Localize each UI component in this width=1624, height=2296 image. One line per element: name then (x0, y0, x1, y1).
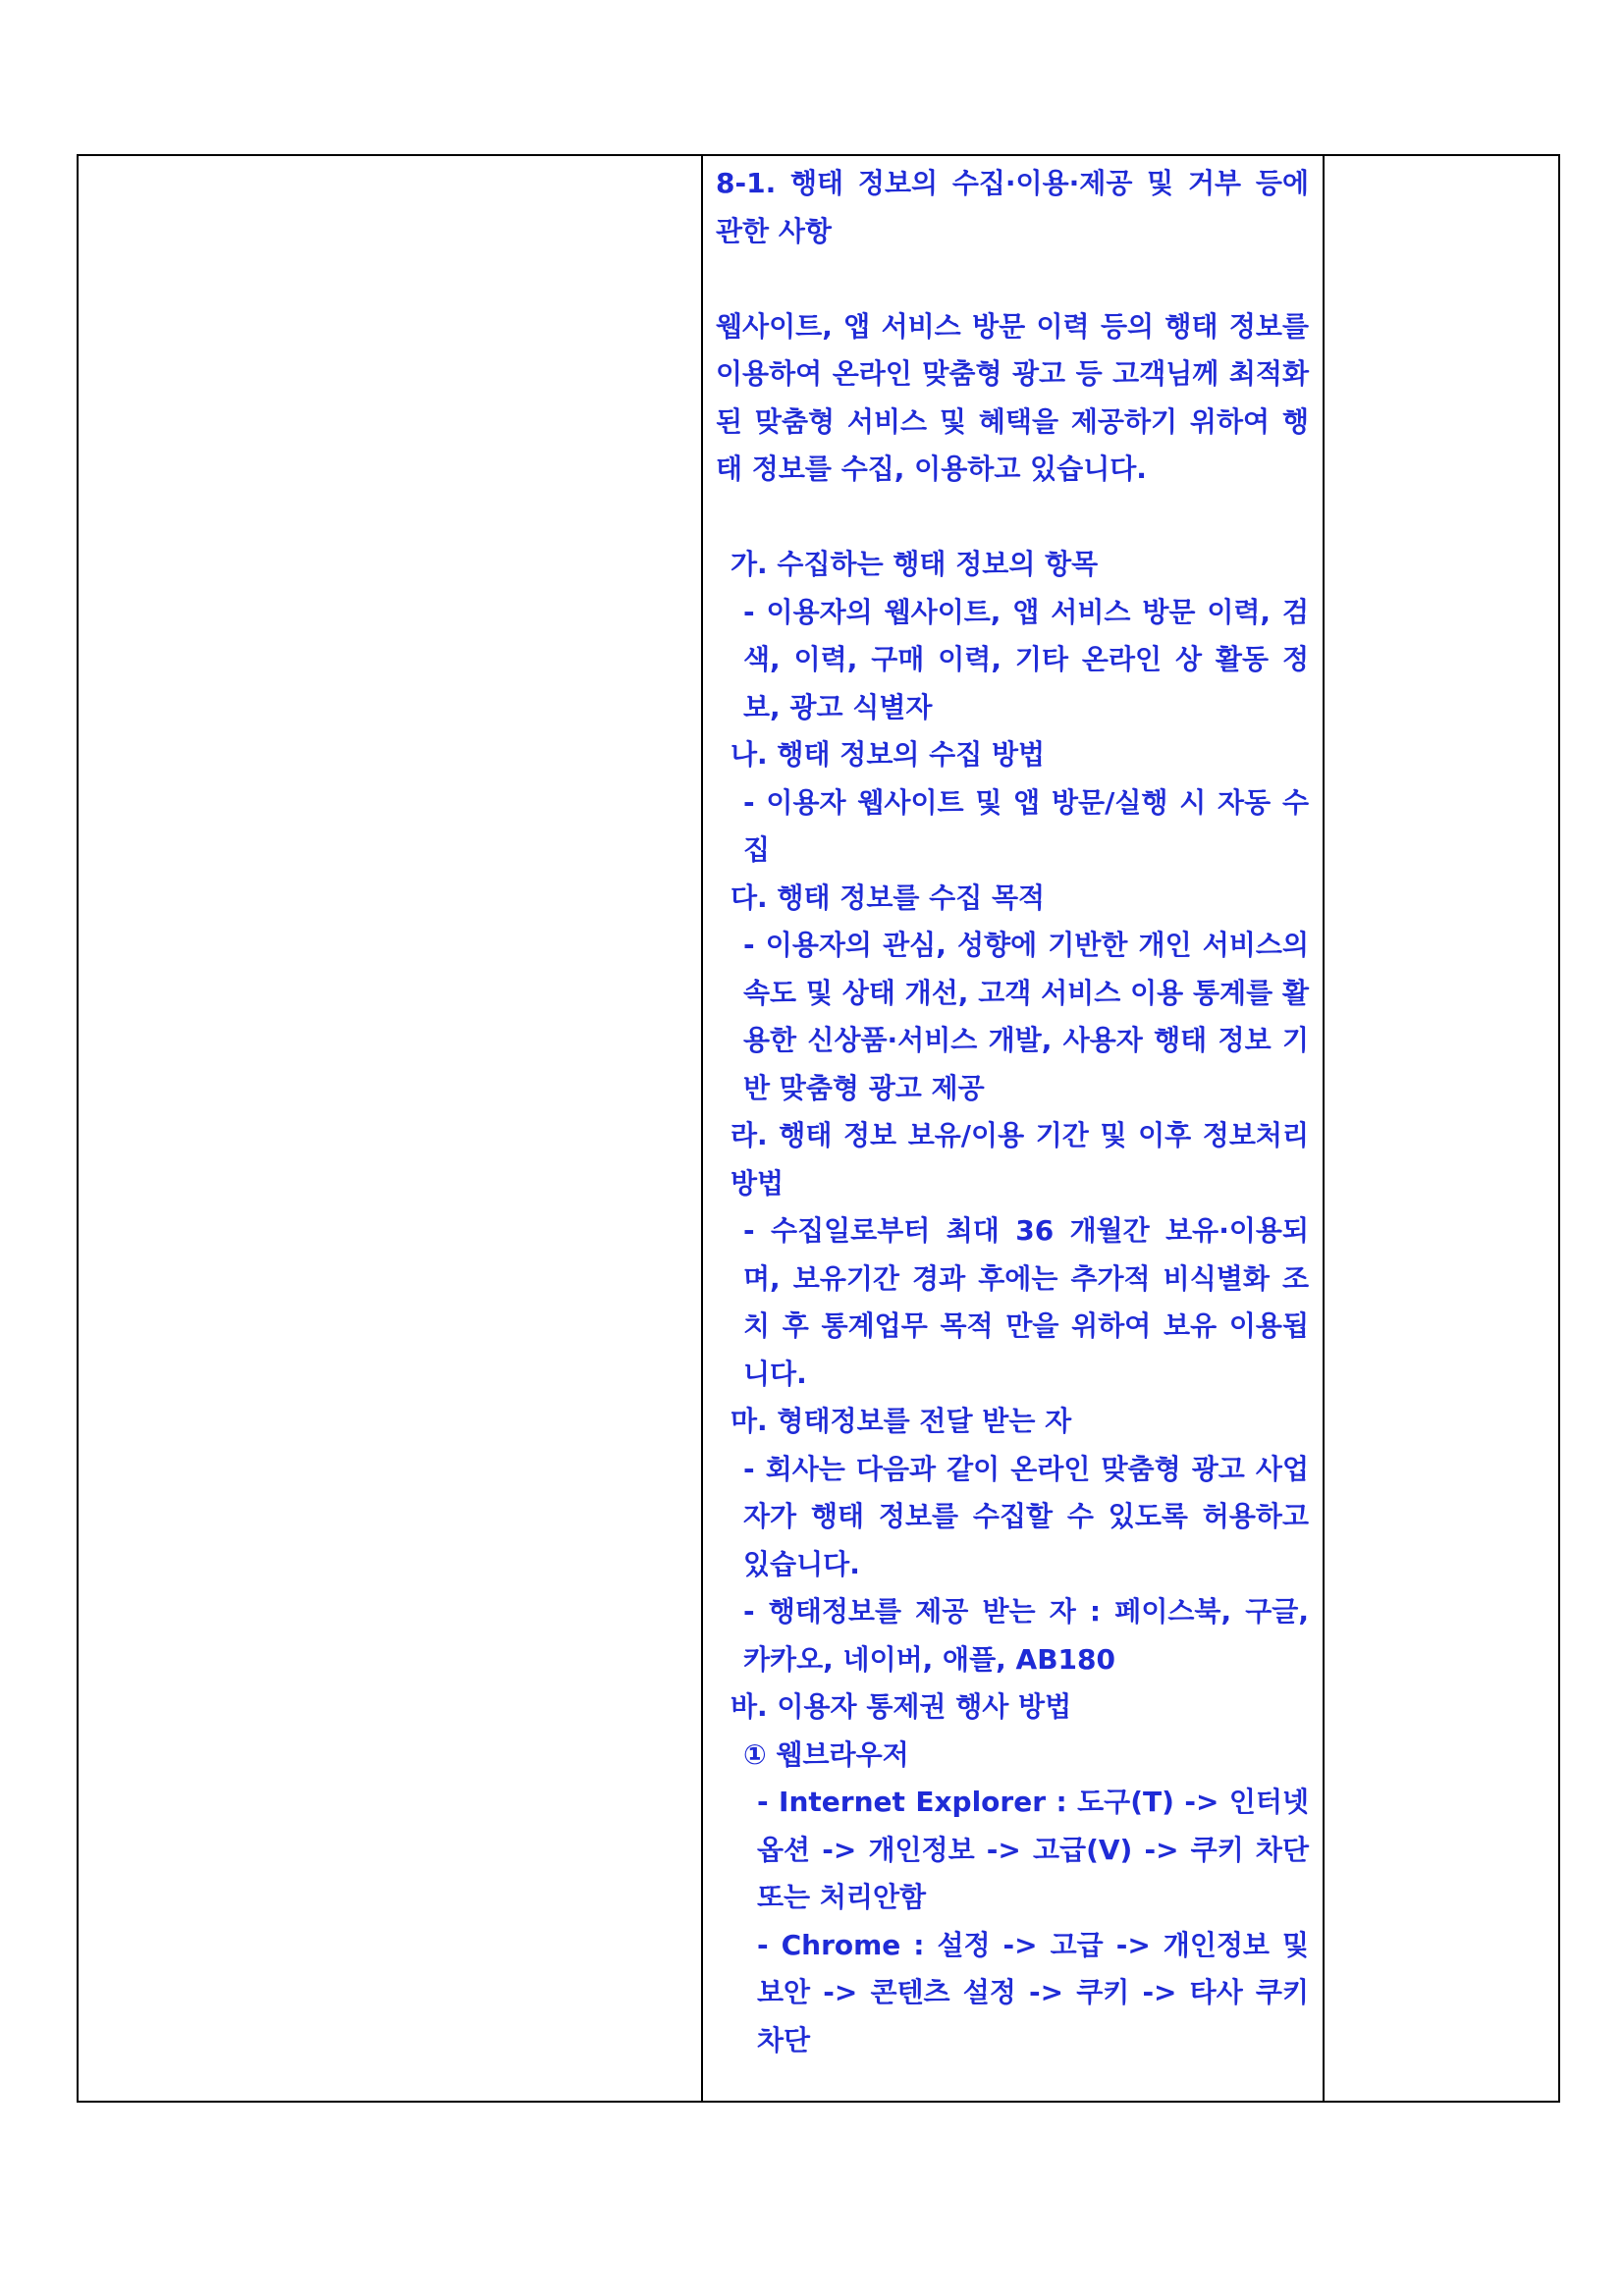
item-detail: - 이용자의 관심, 성향에 기반한 개인 서비스의 속도 및 상태 개선, 고객 서비스 이용 통계를 활용한 신상품·서비스 개발, 사용자 행태 정보 기반 맞춤형 광고 제공 (743, 929, 1309, 1104)
content-cell (702, 155, 1324, 2102)
item-title-collection-method: 나. 행태 정보의 수집 방법 (731, 738, 1046, 771)
item-detail-internet-explorer: - Internet Explorer : 도구(T) -> 인터넷 옵션 -> 개인정보 -> 고급(V) -> 쿠키 차단 또는 처리안함 (757, 1786, 1309, 1913)
right-empty-cell (1324, 155, 1559, 2102)
spacer (716, 255, 1309, 303)
item-detail: - 수집일로부터 최대 36 개월간 보유·이용되며, 보유기간 경과 후에는 추가적 비식별화 조치 후 통계업무 목적 만을 위하여 보유 이용됩니다. (743, 1214, 1309, 1390)
item-title-recipients: 마. 형태정보를 전달 받는 자 (731, 1405, 1072, 1437)
item-title-retention-period: 라. 행태 정보 보유/이용 기간 및 이후 정보처리 방법 (731, 1119, 1309, 1200)
item-detail: - 이용자의 웹사이트, 앱 서비스 방문 이력, 검색, 이력, 구매 이력, 기타 온라인 상 활동 정보, 광고 식별자 (743, 595, 1309, 723)
item-detail: - 회사는 다음과 같이 온라인 맞춤형 광고 사업자가 행태 정보를 수집할 수 있도록 허용하고 있습니다. (743, 1452, 1309, 1580)
item-subtitle-web-browser: ① 웹브라우저 (743, 1737, 909, 1771)
table-row (78, 155, 1559, 2102)
section-intro: 웹사이트, 앱 서비스 방문 이력 등의 행태 정보를 이용하여 온라인 맞춤형 광고 등 고객님께 최적화된 맞춤형 서비스 및 혜택을 제공하기 위하여 행태 정보를 수집, 이용하고 있습니다. (716, 309, 1309, 485)
item-detail-chrome: - Chrome : 설정 -> 고급 -> 개인정보 및 보안 -> 콘텐츠 설정 -> 쿠키 -> 타사 쿠키 차단 (757, 1928, 1309, 2056)
spacer (716, 494, 1309, 542)
item-title-user-control: 바. 이용자 통제권 행사 방법 (731, 1690, 1072, 1723)
section-heading: 8-1. 행태 정보의 수집·이용·제공 및 거부 등에 관한 사항 (716, 167, 1309, 247)
left-empty-cell (78, 155, 702, 2102)
section-content (703, 156, 1323, 2064)
item-detail: - 이용자 웹사이트 및 앱 방문/실행 시 자동 수집 (743, 785, 1309, 866)
item-title-collected-items: 가. 수집하는 행태 정보의 항목 (731, 548, 1099, 580)
item-detail: - 행태정보를 제공 받는 자 : 페이스북, 구글, 카카오, 네이버, 애플, AB180 (743, 1595, 1309, 1676)
document-table (77, 154, 1560, 2103)
item-title-collection-purpose: 다. 행태 정보를 수집 목적 (731, 881, 1046, 914)
